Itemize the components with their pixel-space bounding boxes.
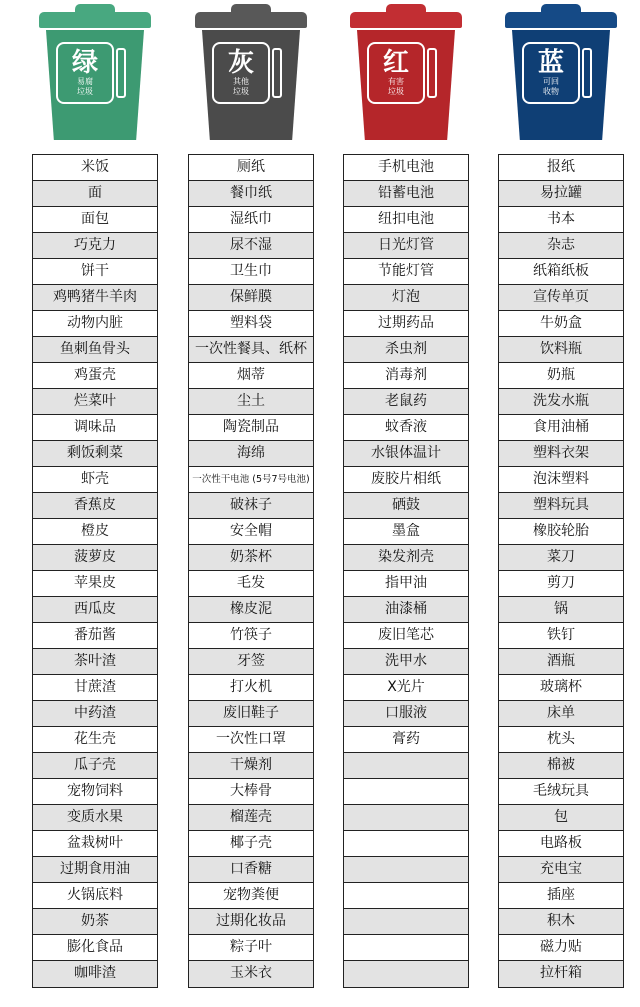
table-row: 烟蒂 xyxy=(189,363,313,389)
bin-label-text: 易腐 垃圾 xyxy=(77,77,93,96)
table-row: 枕头 xyxy=(499,727,623,753)
green-bin-icon xyxy=(32,0,158,146)
bin-decor-icon xyxy=(116,48,126,98)
table-row: 番茄酱 xyxy=(33,623,157,649)
green-bin-column xyxy=(32,0,158,981)
table-row: 鱼刺鱼骨头 xyxy=(33,337,157,363)
bin-label-char: 绿 xyxy=(71,48,98,78)
table-row xyxy=(344,961,468,987)
table-row: 铅蓄电池 xyxy=(344,181,468,207)
table-row: 菠萝皮 xyxy=(33,545,157,571)
table-row: 宣传单页 xyxy=(499,285,623,311)
table-row: 西瓜皮 xyxy=(33,597,157,623)
table-row: 盆栽树叶 xyxy=(33,831,157,857)
table-row: 海绵 xyxy=(189,441,313,467)
table-row: 酒瓶 xyxy=(499,649,623,675)
table-row: 椰子壳 xyxy=(189,831,313,857)
table-row: X光片 xyxy=(344,675,468,701)
bin-label-char: 蓝 xyxy=(537,48,564,78)
table-row: 破袜子 xyxy=(189,493,313,519)
table-row: 染发剂壳 xyxy=(344,545,468,571)
table-row xyxy=(344,909,468,935)
table-row: 鸡鸭猪牛羊肉 xyxy=(33,285,157,311)
table-row: 牛奶盒 xyxy=(499,311,623,337)
table-row: 橙皮 xyxy=(33,519,157,545)
table-row: 烂菜叶 xyxy=(33,389,157,415)
green-items-table xyxy=(32,154,158,988)
table-row: 饼干 xyxy=(33,259,157,285)
table-row: 面 xyxy=(33,181,157,207)
bin-label-char: 红 xyxy=(382,48,409,78)
bin-lid xyxy=(350,12,462,28)
bin-decor-icon xyxy=(582,48,592,98)
table-row: 床单 xyxy=(499,701,623,727)
red-items-table xyxy=(343,154,469,988)
table-row: 甘蔗渣 xyxy=(33,675,157,701)
table-row: 洗甲水 xyxy=(344,649,468,675)
bin-label-text: 有害 垃圾 xyxy=(388,77,404,96)
blue-bin-column xyxy=(498,0,624,981)
table-row: 蚊香液 xyxy=(344,415,468,441)
table-row: 面包 xyxy=(33,207,157,233)
table-row: 口香糖 xyxy=(189,857,313,883)
table-row: 手机电池 xyxy=(344,155,468,181)
bin-label-text: 可回 收物 xyxy=(543,77,559,96)
blue-items-table xyxy=(498,154,624,988)
table-row: 玉米衣 xyxy=(189,961,313,987)
red-bin-icon xyxy=(343,0,469,146)
table-row: 牙签 xyxy=(189,649,313,675)
table-row: 一次性口罩 xyxy=(189,727,313,753)
table-row: 报纸 xyxy=(499,155,623,181)
bin-label-text: 其他 垃圾 xyxy=(233,77,249,96)
table-row: 塑料袋 xyxy=(189,311,313,337)
table-row: 纸箱纸板 xyxy=(499,259,623,285)
table-row: 过期化妆品 xyxy=(189,909,313,935)
table-row: 玻璃杯 xyxy=(499,675,623,701)
table-row: 塑料玩具 xyxy=(499,493,623,519)
table-row: 竹筷子 xyxy=(189,623,313,649)
table-row: 插座 xyxy=(499,883,623,909)
table-row: 毛发 xyxy=(189,571,313,597)
table-row: 花生壳 xyxy=(33,727,157,753)
table-row: 中药渣 xyxy=(33,701,157,727)
bin-label xyxy=(56,42,114,104)
table-row: 奶茶杯 xyxy=(189,545,313,571)
table-row: 火锅底料 xyxy=(33,883,157,909)
table-row: 积木 xyxy=(499,909,623,935)
table-row: 拉杆箱 xyxy=(499,961,623,987)
table-row: 锅 xyxy=(499,597,623,623)
table-row: 榴莲壳 xyxy=(189,805,313,831)
table-row: 菜刀 xyxy=(499,545,623,571)
bin-label xyxy=(367,42,425,104)
table-row: 水银体温计 xyxy=(344,441,468,467)
table-row: 充电宝 xyxy=(499,857,623,883)
table-row: 调味品 xyxy=(33,415,157,441)
table-row xyxy=(344,857,468,883)
table-row: 橡胶轮胎 xyxy=(499,519,623,545)
bin-label-char: 灰 xyxy=(227,48,254,78)
table-row: 老鼠药 xyxy=(344,389,468,415)
table-row: 剪刀 xyxy=(499,571,623,597)
table-row: 一次性餐具、纸杯 xyxy=(189,337,313,363)
table-row: 节能灯管 xyxy=(344,259,468,285)
table-row: 咖啡渣 xyxy=(33,961,157,987)
table-row: 苹果皮 xyxy=(33,571,157,597)
table-row: 指甲油 xyxy=(344,571,468,597)
table-row: 书本 xyxy=(499,207,623,233)
table-row: 铁钉 xyxy=(499,623,623,649)
table-row: 橡皮泥 xyxy=(189,597,313,623)
table-row: 巧克力 xyxy=(33,233,157,259)
table-row: 棉被 xyxy=(499,753,623,779)
red-bin-column xyxy=(343,0,469,747)
bin-lid xyxy=(195,12,307,28)
bin-decor-icon xyxy=(272,48,282,98)
table-row xyxy=(344,805,468,831)
table-row xyxy=(344,779,468,805)
table-row: 湿纸巾 xyxy=(189,207,313,233)
bin-lid xyxy=(39,12,151,28)
blue-bin-icon xyxy=(498,0,624,146)
gray-bin-column xyxy=(188,0,314,981)
table-row xyxy=(344,935,468,961)
table-row: 宠物饲料 xyxy=(33,779,157,805)
table-row: 干燥剂 xyxy=(189,753,313,779)
table-row: 废旧笔芯 xyxy=(344,623,468,649)
table-row: 膏药 xyxy=(344,727,468,753)
table-row: 毛绒玩具 xyxy=(499,779,623,805)
table-row: 消毒剂 xyxy=(344,363,468,389)
table-row: 大棒骨 xyxy=(189,779,313,805)
table-row xyxy=(344,753,468,779)
table-row: 油漆桶 xyxy=(344,597,468,623)
table-row: 米饭 xyxy=(33,155,157,181)
table-row: 虾壳 xyxy=(33,467,157,493)
table-row: 墨盒 xyxy=(344,519,468,545)
gray-bin-icon xyxy=(188,0,314,146)
bin-decor-icon xyxy=(427,48,437,98)
table-row: 安全帽 xyxy=(189,519,313,545)
table-row: 泡沫塑料 xyxy=(499,467,623,493)
table-row: 动物内脏 xyxy=(33,311,157,337)
table-row: 打火机 xyxy=(189,675,313,701)
table-row: 日光灯管 xyxy=(344,233,468,259)
table-row: 鸡蛋壳 xyxy=(33,363,157,389)
table-row: 包 xyxy=(499,805,623,831)
table-row: 餐巾纸 xyxy=(189,181,313,207)
table-row: 变质水果 xyxy=(33,805,157,831)
table-row: 过期食用油 xyxy=(33,857,157,883)
table-row: 塑料衣架 xyxy=(499,441,623,467)
table-row: 尘土 xyxy=(189,389,313,415)
table-row: 尿不湿 xyxy=(189,233,313,259)
table-row: 宠物粪便 xyxy=(189,883,313,909)
table-row: 膨化食品 xyxy=(33,935,157,961)
table-row: 保鲜膜 xyxy=(189,285,313,311)
table-row: 卫生巾 xyxy=(189,259,313,285)
table-row: 杀虫剂 xyxy=(344,337,468,363)
table-row: 食用油桶 xyxy=(499,415,623,441)
table-row: 奶瓶 xyxy=(499,363,623,389)
table-row: 茶叶渣 xyxy=(33,649,157,675)
table-row: 瓜子壳 xyxy=(33,753,157,779)
table-row: 灯泡 xyxy=(344,285,468,311)
table-row: 香蕉皮 xyxy=(33,493,157,519)
table-row: 废胶片相纸 xyxy=(344,467,468,493)
table-row: 过期药品 xyxy=(344,311,468,337)
table-row: 易拉罐 xyxy=(499,181,623,207)
table-row: 电路板 xyxy=(499,831,623,857)
table-row: 剩饭剩菜 xyxy=(33,441,157,467)
table-row: 粽子叶 xyxy=(189,935,313,961)
table-row: 一次性干电池 (5号7号电池) xyxy=(189,467,313,493)
bin-label xyxy=(212,42,270,104)
table-row: 纽扣电池 xyxy=(344,207,468,233)
table-row: 饮料瓶 xyxy=(499,337,623,363)
table-row: 杂志 xyxy=(499,233,623,259)
bin-label xyxy=(522,42,580,104)
table-row: 洗发水瓶 xyxy=(499,389,623,415)
table-row: 废旧鞋子 xyxy=(189,701,313,727)
gray-items-table xyxy=(188,154,314,988)
table-row: 硒鼓 xyxy=(344,493,468,519)
table-row: 奶茶 xyxy=(33,909,157,935)
table-row: 厕纸 xyxy=(189,155,313,181)
table-row: 磁力贴 xyxy=(499,935,623,961)
table-row: 陶瓷制品 xyxy=(189,415,313,441)
table-row xyxy=(344,831,468,857)
table-row xyxy=(344,883,468,909)
bin-lid xyxy=(505,12,617,28)
table-row: 口服液 xyxy=(344,701,468,727)
